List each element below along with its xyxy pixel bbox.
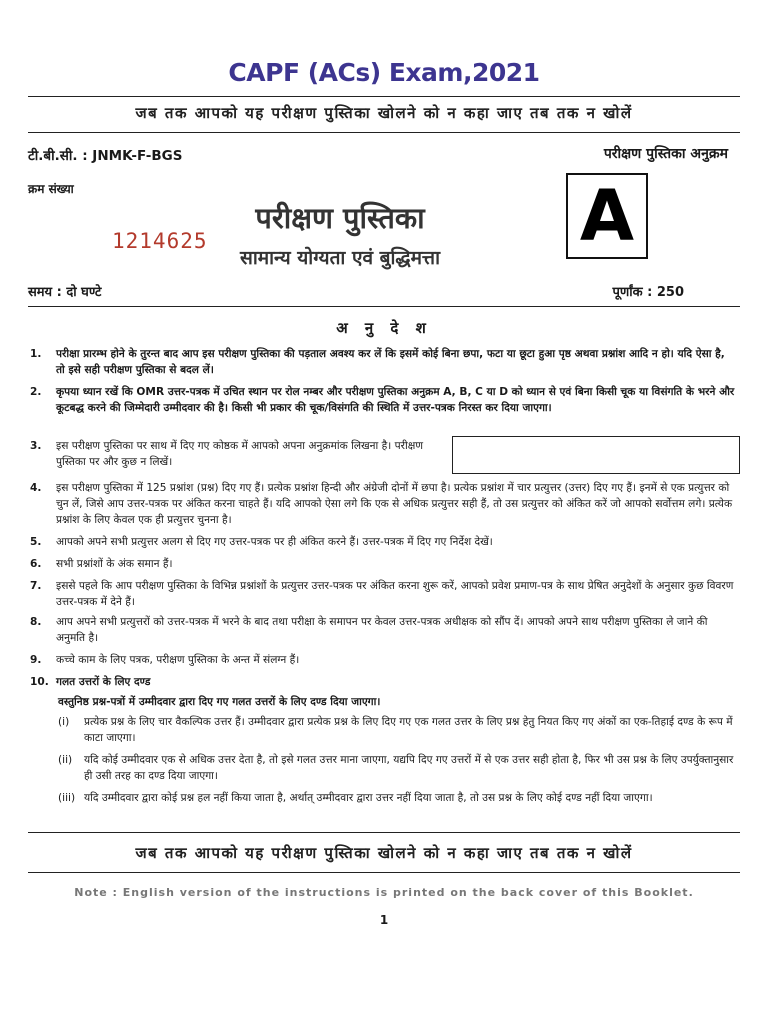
instruction-item: 8. आप अपने सभी प्रत्युत्तरों को उत्तर-पत्रक में भरने के बाद तथा परीक्षा के समापन पर केवल उत्तर-पत्रक अधीक्षक को सौंप दें। आपको अपने साथ परीक्षण पुस्तिका ले जाने की अनुमति है। [30,616,708,644]
instruction-item: 9. कच्चे काम के लिए पत्रक, परीक्षण पुस्तिका के अन्त में संलग्न हैं। [30,654,300,666]
instruction-item: 7. इससे पहले कि आप परीक्षण पुस्तिका के विभिन्न प्रश्नांशों के प्रत्युत्तर उत्तर-पत्रक पर अंकित करना शुरू करें, आपको प्रवेश प्रमाण-पत्र के साथ प्रेषित अनुदेशों के अनुसार कुछ विवरण उत्तर-पत्रक में देने हैं। [30,580,734,608]
instructions-heading: अ नु दे श [336,319,432,337]
booklet-subject: सामान्य योग्यता एवं बुद्धिमत्ता [239,247,440,269]
bottom-warning-banner: जब तक आपको यह परीक्षण पुस्तिका खोलने को न कहा जाए तब तक न खोलें [135,844,633,862]
instruction-item: 6. सभी प्रश्नांशों के अंक समान हैं। [30,558,173,570]
penalty-point: (iii) यदि उम्मीदवार द्वारा कोई प्रश्न हल नहीं किया जाता है, अर्थात् उम्मीदवार द्वारा उत्तर नहीं दिया जाता है, तो उस प्रश्न के लिए कोई दण्ड नहीं दिया जाएगा। [58,792,653,804]
exam-time: समय : दो घण्टे [28,285,102,300]
english-version-note: Note : English version of the instructions is printed on the back cover of this Booklet. [74,886,694,899]
serial-label: क्रम संख्या [28,182,74,196]
instruction-item: 1. परीक्षा प्रारम्भ होने के तुरन्त बाद आप इस परीक्षण पुस्तिका की पड़ताल अवश्य कर लें कि इसमें कोई बिना छपा, फटा या छूटा हुआ पृष्ठ अथवा प्रश्नांश आदि न हो। यदि ऐसा है, तो इसे सही परीक्षण पुस्तिका से बदल लें। [30,348,725,376]
serial-number: 1214625 [112,229,208,253]
banner-rule [28,132,740,133]
top-warning-banner: जब तक आपको यह परीक्षण पुस्तिका खोलने को न कहा जाए तब तक न खोलें [135,104,633,122]
header-rule [28,306,740,307]
exam-title: CAPF (ACs) Exam,2021 [228,58,540,87]
instruction-item: 5. आपको अपने सभी प्रत्युत्तर अलग से दिए गए उत्तर-पत्रक पर ही अंकित करने हैं। उत्तर-पत्रक में दिए गए निर्देश देखें। [30,536,493,548]
instruction-item: 2. कृपया ध्यान रखें कि OMR उत्तर-पत्रक में उचित स्थान पर रोल नम्बर और परीक्षण पुस्तिका अनुक्रम A, B, C या D को ध्यान से एवं बिना किसी चूक या विसंगति के भरने और कूटबद्ध करने की जिम्मेदारी उम्मीदवार की है। किसी भी प्रकार की चूक/विसंगति की स्थिति में उत्तर-पत्रक निरस्त कर दिया जाएगा। [30,386,735,414]
page-number: 1 [379,913,389,927]
penalty-point: (ii) यदि कोई उम्मीदवार एक से अधिक उत्तर देता है, तो इसे गलत उत्तर माना जाएगा, यद्यपि दिए गए उत्तरों में से एक उत्तर सही होता है, फिर भी उस प्रश्न के लिए उपर्युक्तानुसार ही उसी तरह का दण्ड दिया जाएगा। [58,754,734,782]
max-marks: पूर्णांक : 250 [612,285,684,300]
penalty-point: (i) प्रत्येक प्रश्न के लिए चार वैकल्पिक उत्तर हैं। उम्मीदवार द्वारा प्रत्येक प्रश्न के लिए दिए गए एक गलत उत्तर के लिए प्रश्न हेतु नियत किए गए अंकों का एक-तिहाई दण्ड के रूप में काटा जाएगा। [58,716,733,744]
penalty-intro: वस्तुनिष्ठ प्रश्न-पत्रों में उम्मीदवार द्वारा दिए गए गलत उत्तरों के लिए दण्ड दिया जाएगा। [58,696,381,708]
instruction-item: 10. गलत उत्तरों के लिए दण्ड [30,676,151,688]
tbc-code: टी.बी.सी. : JNMK-F-BGS [28,148,183,164]
instruction-item: 4. इस परीक्षण पुस्तिका में 125 प्रश्नांश (प्रश्न) दिए गए हैं। प्रत्येक प्रश्नांश हिन्दी और अंग्रेजी दोनों में छपा है। प्रत्येक प्रश्नांश में चार प्रत्युत्तर (उत्तर) दिए गए हैं। इनमें से एक प्रत्युत्तर को चुन लें, जिसे आप उत्तर-पत्रक पर अंकित करना चाहते हैं। यदि आपको ऐसा लगे कि एक से अधिक प्रत्युत्तर सही हैं, तो उस प्रत्युत्तर को अंकित करें जो आपको सर्वोत्तम लगे। प्रत्येक प्रश्नांश के लिए केवल एक ही प्रत्युत्तर चुनना है। [30,482,733,526]
roll-number-box[interactable] [452,436,740,474]
footer-rule-bottom [28,872,740,873]
series-box [566,173,648,259]
footer-rule [28,832,740,833]
booklet-title: परीक्षण पुस्तिका [255,201,425,235]
booklet-sequence-label: परीक्षण पुस्तिका अनुक्रम [603,146,728,162]
series-letter: A [579,175,635,257]
top-rule [28,96,740,97]
instruction-item: 3. इस परीक्षण पुस्तिका पर साथ में दिए गए कोष्ठक में आपको अपना अनुक्रमांक लिखना है। परीक्षण पुस्तिका पर और कुछ न लिखें। [30,440,424,468]
